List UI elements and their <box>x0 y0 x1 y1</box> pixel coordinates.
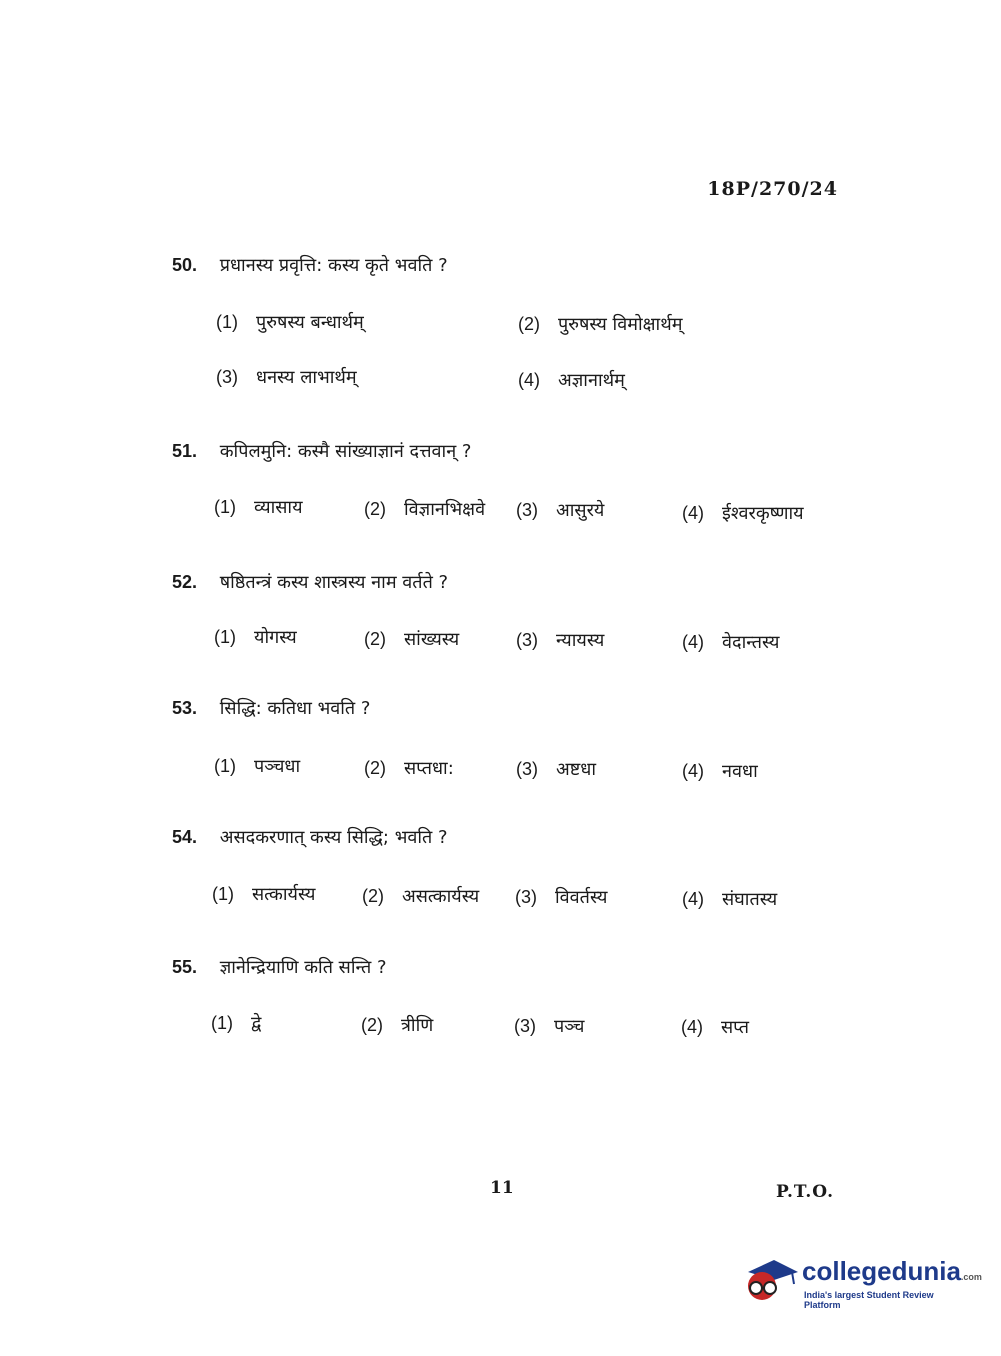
option: (3) न्यायस्य <box>516 630 605 651</box>
question-number: 55. <box>172 957 198 977</box>
collegedunia-logo <box>740 1250 982 1310</box>
question-number: 54. <box>172 827 198 847</box>
option: (3) अष्टधा <box>516 759 596 780</box>
option: (3) धनस्य लाभार्थम् <box>216 367 357 388</box>
pto-label: P.T.O. <box>776 1182 834 1202</box>
question-text: प्रधानस्य प्रवृत्ति: कस्य कृते भवति ? <box>219 255 448 276</box>
question-50 <box>172 252 852 278</box>
option: (1) द्वे <box>211 1013 262 1034</box>
question-text: ज्ञानेन्द्रियाणि कति सन्ति ? <box>219 957 387 978</box>
option: (1) सत्कार्यस्य <box>212 884 316 905</box>
option: (2) सांख्यस्य <box>364 629 460 650</box>
option: (4) वेदान्तस्य <box>682 632 780 653</box>
question-number: 53. <box>172 698 198 718</box>
option: (2) सप्तधा: <box>364 758 454 779</box>
option: (3) विवर्तस्य <box>515 887 608 908</box>
question-text: षष्ठितन्त्रं कस्य शास्त्रस्य नाम वर्तते ? <box>219 572 449 593</box>
option: (3) पञ्च <box>514 1016 585 1037</box>
option: (4) ईश्वरकृष्णाय <box>682 503 804 524</box>
question-stem <box>172 824 852 850</box>
question-number: 52. <box>172 572 198 592</box>
option: (1) व्यासाय <box>214 497 303 518</box>
question-text: असदकरणात् कस्य सिद्धि; भवति ? <box>219 827 448 848</box>
question-stem <box>172 438 852 464</box>
option: (4) नवधा <box>682 761 758 782</box>
option: (2) विज्ञानभिक्षवे <box>364 499 486 520</box>
logo-wordmark: collegedunia.com <box>802 1256 982 1286</box>
option: (4) संघातस्य <box>682 889 778 910</box>
option: (1) योगस्य <box>214 627 297 648</box>
question-55 <box>172 954 852 980</box>
option: (2) असत्कार्यस्य <box>362 886 480 907</box>
question-stem <box>172 569 852 595</box>
page-number: 11 <box>490 1178 514 1198</box>
question-53 <box>172 695 852 721</box>
paper-code: 18P/270/24 <box>707 178 838 200</box>
question-number: 51. <box>172 441 198 461</box>
question-52 <box>172 569 852 595</box>
question-stem <box>172 695 852 721</box>
option: (1) पुरुषस्य बन्धार्थम् <box>216 312 364 333</box>
question-stem <box>172 252 852 278</box>
question-text: कपिलमुनि: कस्मै सांख्याज्ञानं दत्तवान् ? <box>219 441 472 462</box>
question-text: सिद्धि: कतिधा भवति ? <box>219 698 371 719</box>
question-54 <box>172 824 852 850</box>
question-number: 50. <box>172 255 198 275</box>
option: (2) त्रीणि <box>361 1015 434 1036</box>
question-51 <box>172 438 852 464</box>
logo-tagline: India's largest Student Review Platform <box>804 1290 934 1310</box>
mascot-icon <box>740 1250 800 1310</box>
option: (4) सप्त <box>681 1017 749 1038</box>
option: (1) पञ्चधा <box>214 756 301 777</box>
option: (2) पुरुषस्य विमोक्षार्थम् <box>518 314 683 335</box>
option: (3) आसुरये <box>516 500 605 521</box>
question-stem <box>172 954 852 980</box>
option: (4) अज्ञानार्थम् <box>518 370 625 391</box>
